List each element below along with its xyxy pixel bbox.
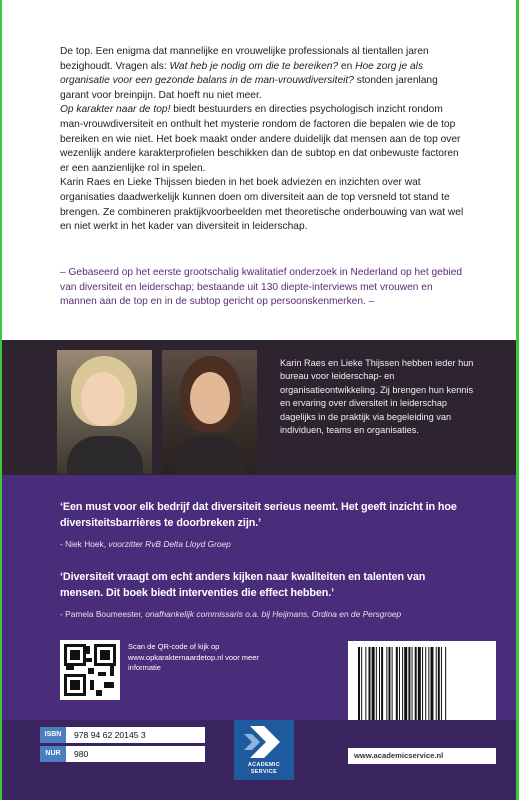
isbn-value: 978 94 62 20145 3 bbox=[74, 730, 146, 740]
barcode-bar bbox=[376, 647, 377, 727]
quote-2-role: onafhankelijk commissaris o.a. bij Heijmans, Ordina en de Persgroep bbox=[145, 609, 402, 619]
publisher-name bbox=[234, 762, 294, 776]
quote-2-attribution bbox=[60, 609, 480, 619]
barcode-bar bbox=[381, 647, 383, 727]
publisher-logo bbox=[234, 720, 294, 780]
barcode-bar bbox=[408, 647, 410, 727]
qr-code[interactable] bbox=[60, 640, 120, 700]
intro-text-part: en bbox=[338, 60, 356, 72]
isbn-label: ISBN bbox=[40, 727, 66, 743]
barcode-bar bbox=[412, 647, 413, 727]
quote-1-attribution bbox=[60, 539, 480, 549]
barcode-bar bbox=[361, 647, 362, 727]
barcode-bar bbox=[365, 647, 366, 727]
barcode-bar bbox=[388, 647, 390, 727]
publisher-name-line-1: ACADEMIC bbox=[247, 762, 281, 768]
barcode-bar bbox=[372, 647, 375, 727]
barcode-bar bbox=[379, 647, 380, 727]
author-photo-karin bbox=[57, 350, 152, 474]
intro-text bbox=[60, 45, 465, 235]
quote-1: ‘Een must voor elk bedrijf dat diversiteit serieus neemt. Het geeft inzicht in hoe diversiteitsbarrières te doorbreken zijn.’ bbox=[60, 501, 457, 529]
barcode-bar bbox=[438, 647, 440, 727]
barcode-bar bbox=[396, 647, 398, 727]
barcode-bar bbox=[425, 647, 426, 727]
barcode-bar bbox=[415, 647, 417, 727]
website-url[interactable]: www.academicservice.nl bbox=[354, 751, 444, 760]
quote-1-role: voorzitter RvB Delta Lloyd Groep bbox=[108, 539, 231, 549]
quote-2-author: - Pamela Boumeester, bbox=[60, 609, 146, 619]
chevron-logo-icon bbox=[234, 720, 294, 762]
isbn-row bbox=[40, 727, 205, 743]
barcode-bar bbox=[369, 647, 371, 727]
intro-text-part: stonden jarenlang garant voor breinpijn. Dat hoeft nu niet meer. bbox=[60, 75, 438, 101]
author-bio: Karin Raes en Lieke Thijssen hebben ieder hun bureau voor leiderschap- en organisatieontwikkeling. Zij brengen hun kennis en ervaring over diversiteit in leiderschap dagelijks in de praktijk via begeleiding van individuen, teams en organisaties. bbox=[280, 358, 474, 436]
qr-instructions: Scan de QR-code of kijk op www.opkarakternaardetop.nl voor meer informatie bbox=[128, 642, 259, 673]
barcode-bar bbox=[428, 647, 429, 727]
intro-paragraph-2 bbox=[60, 103, 465, 176]
barcode-bar bbox=[358, 647, 360, 727]
barcode-bar bbox=[422, 647, 423, 727]
intro-paragraph-1 bbox=[60, 45, 465, 103]
publisher-name-line-2: SERVICE bbox=[250, 769, 278, 775]
author-photo-lieke bbox=[162, 350, 257, 474]
intro-text-part: De top. Een enigma dat mannelijke en vrouwelijke professionals al tientallen jaren bezighoudt. Vragen als: bbox=[60, 46, 429, 72]
nur-value: 980 bbox=[74, 749, 89, 759]
barcode-bars bbox=[358, 647, 488, 727]
barcode-bar bbox=[430, 647, 433, 727]
intro-question-2: Hoe zorg je als organisatie voor een gezonde balans in de man-vrouwdiversiteit? bbox=[60, 60, 424, 87]
barcode-bar bbox=[445, 647, 446, 727]
website-bar bbox=[348, 748, 496, 764]
intro-text-part: biedt bestuurders en directies psychologisch inzicht rondom man-vrouwdiversiteit en onthult het mysterie rondom de factoren die bepalen wie de top bereiken en wie niet. Het boek maakt onder andere duidelijk dat mensen aan de top over wezenlijk andere karakterprofielen beschikken dan de subtop en dat onbewuste factoren er een aanzienlijke rol in spelen. bbox=[60, 104, 461, 174]
quote-2: ‘Diversiteit vraagt om echt anders kijken naar kwaliteiten en talenten van mensen. Dit boek biedt interventies die effect hebben.’ bbox=[60, 571, 426, 599]
barcode-bar bbox=[418, 647, 421, 727]
book-title-mention: Op karakter naar de top! bbox=[60, 104, 171, 116]
barcode-bar bbox=[441, 647, 442, 727]
research-subtitle: – Gebaseerd op het eerste grootschalig kwalitatief onderzoek in Nederland op het gebied van diversiteit en leiderschap; bestaande uit 130 diepte-interviews met vrouwen en mannen aan de top en in de subtop gericht op persoonskenmerken. – bbox=[60, 267, 463, 308]
intro-question-1: Wat heb je nodig om die te bereiken? bbox=[169, 60, 339, 72]
barcode-bar bbox=[436, 647, 437, 727]
barcode-bar bbox=[392, 647, 393, 727]
barcode-bar bbox=[404, 647, 407, 727]
barcode-bar bbox=[399, 647, 400, 727]
quote-1-author: - Niek Hoek, bbox=[60, 539, 109, 549]
nur-row bbox=[40, 746, 205, 762]
intro-paragraph-3: Karin Raes en Lieke Thijssen bieden in het boek adviezen en inzichten over wat organisaties daadwerkelijk kunnen doen om diversiteit aan de top versneld tot stand te brengen. Ze combineren praktijkvoorbeelden met theoretische onderbouwing van wat wel en niet werkt in het kader van diversiteit in leiderschap. bbox=[60, 177, 464, 233]
nur-label: NUR bbox=[40, 746, 66, 762]
barcode-bar bbox=[402, 647, 403, 727]
barcode-bar bbox=[386, 647, 387, 727]
